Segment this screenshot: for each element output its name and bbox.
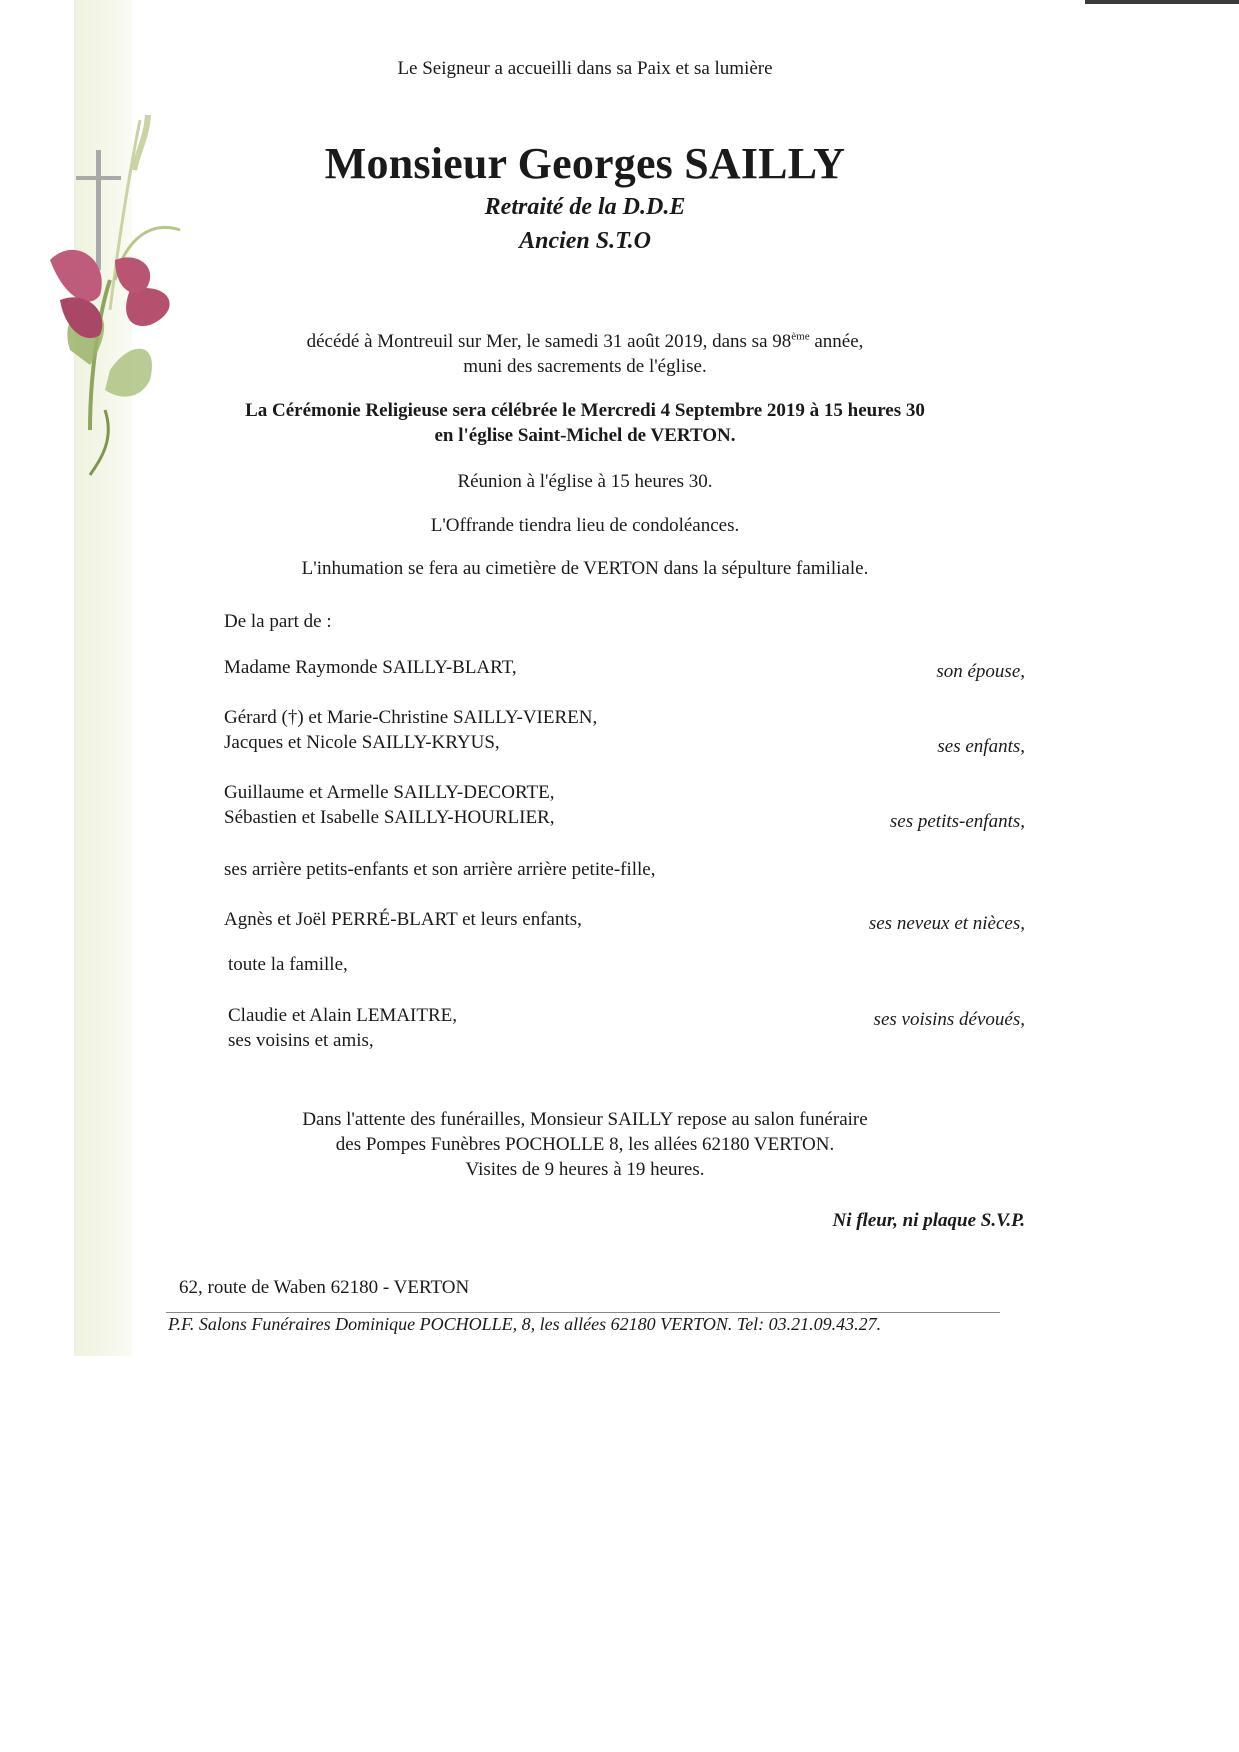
death-line-1-sup: ème	[791, 330, 810, 343]
family-name: ses voisins et amis,	[228, 1030, 374, 1051]
family-intro: De la part de :	[224, 611, 332, 632]
family-relation: son épouse,	[936, 661, 1025, 682]
offrande-text: L'Offrande tiendra lieu de condoléances.	[430, 515, 740, 536]
footer-divider	[166, 1312, 1000, 1313]
ceremony-line-1: La Cérémonie Religieuse sera célébrée le Mercredi 4 Septembre 2019 à 15 heures 30	[245, 400, 925, 421]
repose-line-3: Visites de 9 heures à 19 heures.	[465, 1159, 705, 1180]
death-line-1	[0, 331, 1170, 353]
family-name: Claudie et Alain LEMAITRE,	[228, 1005, 458, 1026]
death-line-1-pre: décédé à Montreuil sur Mer, le samedi 31 août 2019, dans sa 98	[306, 331, 792, 352]
death-line-2: muni des sacrements de l'église.	[463, 356, 707, 377]
repose-line-1: Dans l'attente des funérailles, Monsieur SAILLY repose au salon funéraire	[302, 1109, 868, 1130]
family-relation: ses petits-enfants,	[889, 811, 1025, 832]
invocation-text: Le Seigneur a accueilli dans sa Paix et sa lumière	[397, 58, 773, 79]
subtitle-profession: Retraité de la D.D.E	[484, 194, 686, 220]
family-name: Sébastien et Isabelle SAILLY-HOURLIER,	[224, 807, 555, 828]
deceased-name: Monsieur Georges SAILLY	[324, 139, 846, 188]
reunion-text: Réunion à l'église à 15 heures 30.	[457, 471, 713, 492]
inhumation-text: L'inhumation se fera au cimetière de VERTON dans la sépulture familiale.	[301, 558, 869, 579]
scan-edge-line	[1085, 0, 1239, 4]
family-relation: ses enfants,	[937, 736, 1025, 757]
family-name: Agnès et Joël PERRÉ-BLART et leurs enfants,	[224, 909, 582, 930]
funeral-home-footer: P.F. Salons Funéraires Dominique POCHOLLE, 8, les allées 62180 VERTON. Tel: 03.21.09.43.27.	[168, 1314, 882, 1334]
repose-line-2: des Pompes Funèbres POCHOLLE 8, les allées 62180 VERTON.	[335, 1134, 835, 1155]
family-name: ses arrière petits-enfants et son arrière arrière petite-fille,	[224, 859, 656, 880]
subtitle-sto: Ancien S.T.O	[519, 228, 651, 254]
death-line-1-post: année,	[809, 331, 864, 352]
ceremony-line-2: en l'église Saint-Michel de VERTON.	[434, 425, 736, 446]
family-relation: ses neveux et nièces,	[868, 913, 1025, 934]
family-name: Guillaume et Armelle SAILLY-DECORTE,	[224, 782, 555, 803]
family-name: Jacques et Nicole SAILLY-KRYUS,	[224, 732, 500, 753]
family-relation: ses voisins dévoués,	[873, 1009, 1025, 1030]
no-flowers-notice: Ni fleur, ni plaque S.V.P.	[832, 1210, 1025, 1231]
address-text: 62, route de Waben 62180 - VERTON	[179, 1277, 470, 1298]
family-name: Madame Raymonde SAILLY-BLART,	[224, 657, 517, 678]
family-name: toute la famille,	[228, 954, 348, 975]
family-name: Gérard (†) et Marie-Christine SAILLY-VIEREN,	[224, 707, 598, 728]
